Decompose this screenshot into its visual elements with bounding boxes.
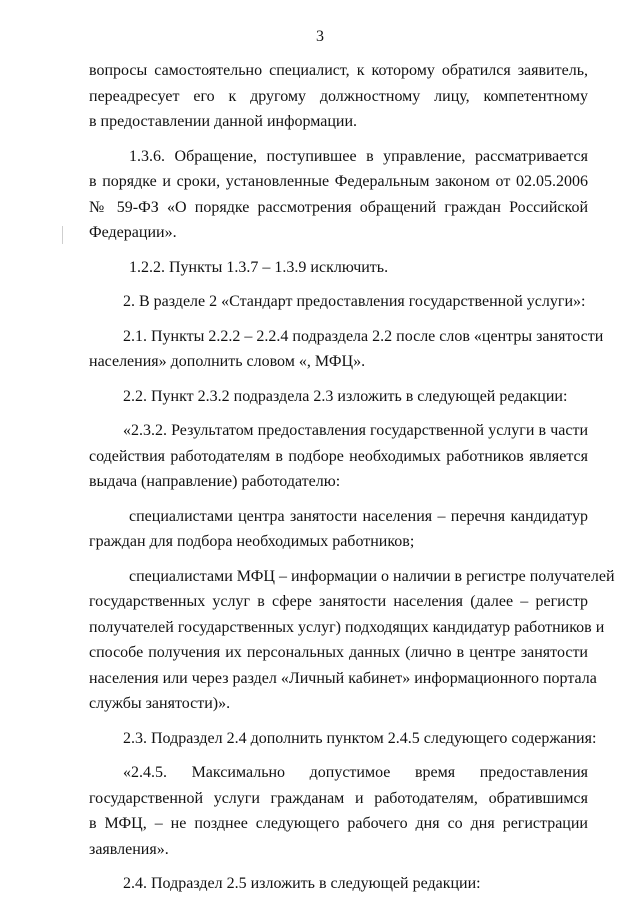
paragraph-gap (89, 409, 588, 418)
text-line: вопросы самостоятельно специалист, к которому обратился заявитель, (89, 62, 588, 79)
text-line: службы занятости)». (89, 695, 231, 712)
paragraph-gap (89, 862, 588, 871)
paragraph-gap (89, 246, 588, 255)
text-line: в МФЦ, – не позднее следующего рабочего дня со дня регистрации (89, 815, 588, 832)
text-line: получателей государственных услуг) подходящих кандидатур работников и (89, 618, 605, 636)
paragraph-gap (89, 315, 588, 324)
paragraph-gap (89, 280, 588, 289)
text-line: населения или через раздел «Личный кабинет» информационного портала (89, 669, 597, 687)
page-number: 3 (316, 28, 324, 45)
text-line: граждан для подбора необходимых работников; (89, 533, 415, 550)
text-line: заявления». (89, 840, 169, 858)
text-line: в предоставлении данной информации. (89, 113, 358, 130)
margin-mark (62, 226, 63, 244)
text-line: государственной услуги гражданам и работодателям, обратившимся (89, 789, 588, 807)
text-line: содействия работодателям в подборе необходимых работников является (89, 447, 588, 465)
paragraph-gap (89, 751, 588, 760)
text-line: 2.3. Подраздел 2.4 дополнить пунктом 2.4.5 следующего содержания: (123, 729, 597, 747)
text-line: «2.4.5. Максимально допустимое время предоставления (123, 764, 588, 781)
text-line: Федерации». (89, 224, 177, 241)
text-line: в порядке и сроки, установленные Федеральным законом от 02.05.2006 (89, 173, 588, 190)
text-line: 1.2.2. Пункты 1.3.7 – 1.3.9 исключить. (129, 258, 389, 276)
text-line: специалистами МФЦ – информации о наличии в регистре получателей (129, 567, 615, 585)
text-line: 2. В разделе 2 «Стандарт предоставления государственной услуги»: (123, 293, 586, 310)
text-line: 2.1. Пункты 2.2.2 – 2.2.4 подраздела 2.2 после слов «центры занятости (123, 327, 604, 345)
text-line: 2.4. Подраздел 2.5 изложить в следующей редакции: (123, 875, 481, 892)
text-line: выдача (направление) работодателю: (89, 473, 341, 490)
text-line: «2.3.2. Результатом предоставления государственной услуги в части (123, 422, 588, 439)
text-line: 1.3.6. Обращение, поступившее в управление, рассматривается (129, 147, 588, 165)
paragraph-gap (89, 375, 588, 384)
text-line: населения» дополнить словом «, МФЦ». (89, 353, 366, 370)
text-line: № 59-ФЗ «О порядке рассмотрения обращений граждан Российской (89, 198, 588, 216)
paragraph-gap (89, 135, 588, 144)
text-line: 2.2. Пункт 2.3.2 подраздела 2.3 изложить в следующей редакции: (123, 387, 568, 405)
text-line: переадресует его к другому должностному лицу, компетентному (89, 87, 588, 105)
text-line: способе получения их персональных данных (лично в центре занятости (89, 644, 588, 661)
text-line: государственных услуг в сфере занятости населения (далее – регистр (89, 593, 588, 610)
text-line: специалистами центра занятости населения – перечня кандидатур (129, 507, 588, 525)
paragraph-gap (89, 717, 588, 726)
paragraph-gap (89, 495, 588, 504)
document-body (89, 58, 615, 897)
paragraph-gap (89, 555, 588, 564)
